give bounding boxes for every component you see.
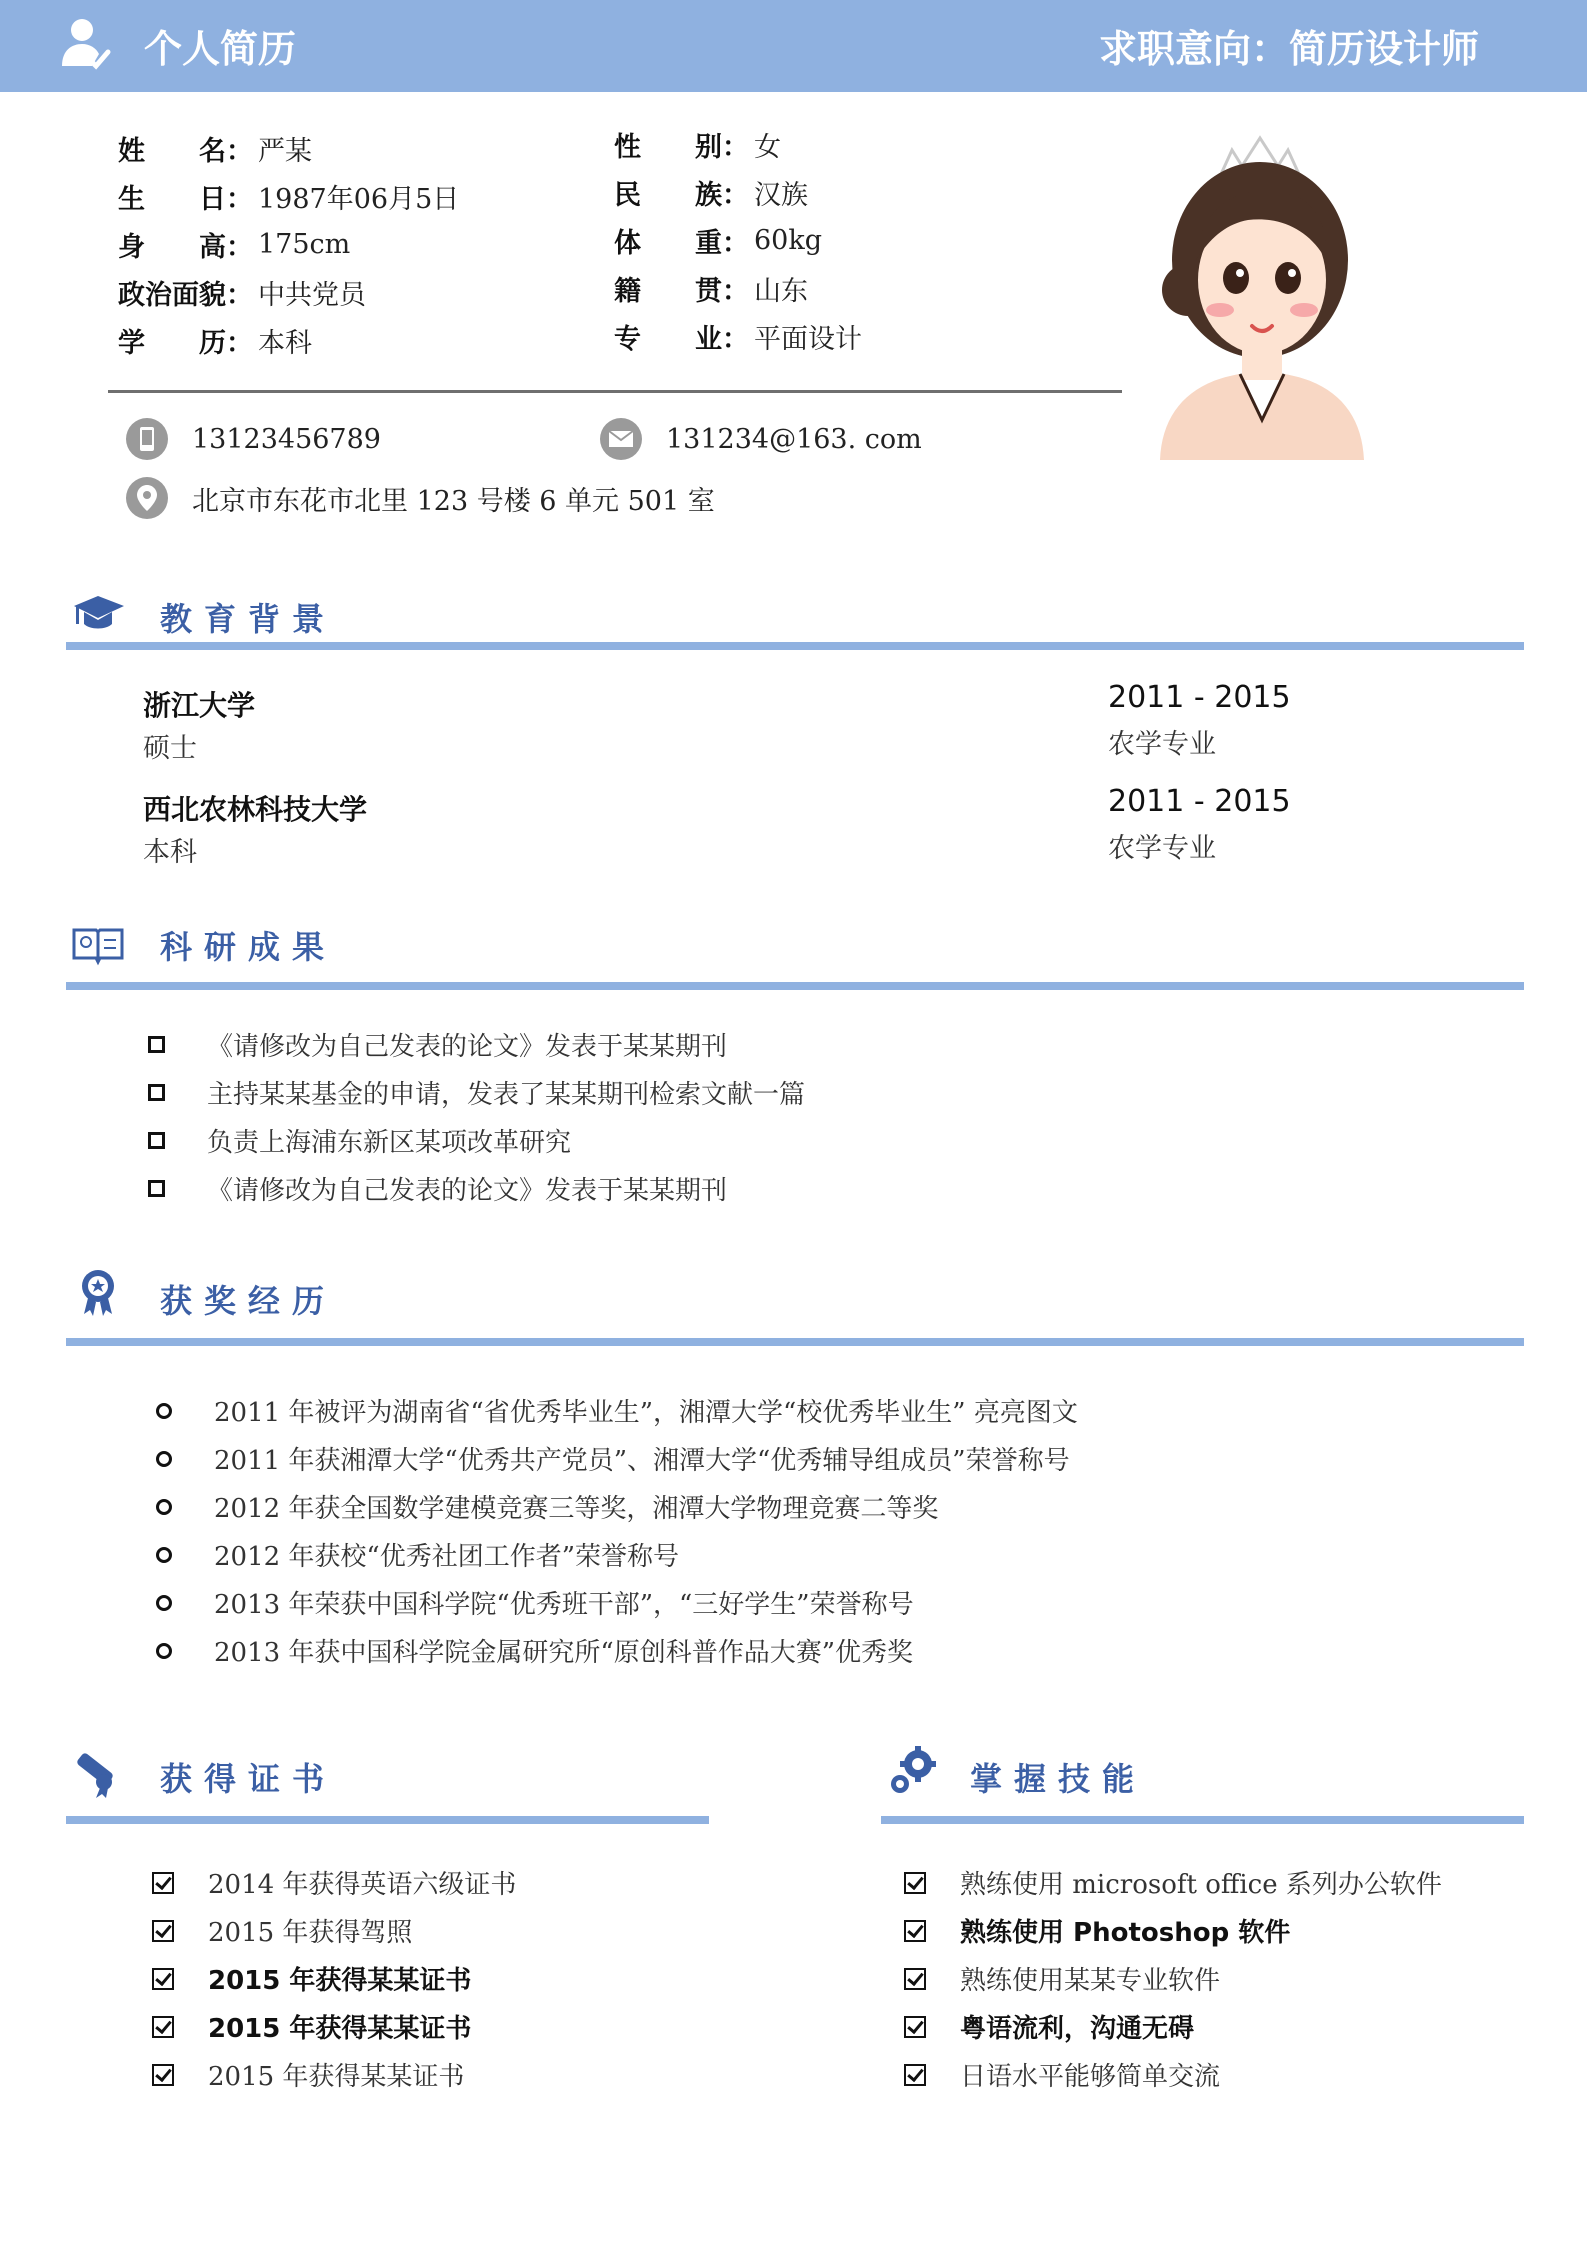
major: 农学专业 <box>1108 833 1216 864</box>
square-bullet-icon <box>148 1036 165 1053</box>
info-row <box>614 222 822 258</box>
list-item-text: 《请修改为自己发表的论文》发表于某某期刊 <box>207 1176 728 1206</box>
info-row <box>118 274 366 310</box>
list-item <box>156 1392 1078 1429</box>
list-item <box>152 2056 464 2093</box>
section-title-certificates: 获得证书 <box>160 1760 337 1798</box>
info-row <box>614 318 862 354</box>
section-title-research: 科研成果 <box>160 928 337 966</box>
diploma-icon <box>70 1748 126 1800</box>
list-item-text: 2013 年获中国科学院金属研究所“原创科普作品大赛”优秀奖 <box>214 1638 914 1668</box>
school-name: 浙江大学 <box>143 689 256 722</box>
info-value: 女 <box>754 131 781 163</box>
list-item <box>152 1960 471 1997</box>
info-label: 籍 贯： <box>614 275 749 307</box>
square-bullet-icon <box>148 1132 165 1149</box>
square-bullet-icon <box>148 1084 165 1101</box>
major: 农学专业 <box>1108 729 1216 760</box>
list-item <box>904 1960 1220 1997</box>
list-item-text: 主持某某基金的申请，发表了某某期刊检索文献一篇 <box>207 1080 806 1110</box>
list-item-text: 2011 年被评为湖南省“省优秀毕业生”，湘潭大学“校优秀毕业生” 亮亮图文 <box>214 1398 1078 1428</box>
info-row <box>614 270 808 306</box>
checkbox-icon <box>152 1968 174 1990</box>
avatar <box>1140 120 1380 460</box>
list-item <box>904 1912 1290 1949</box>
section-bar <box>66 642 1524 650</box>
info-divider <box>108 390 1122 393</box>
list-item <box>148 1026 727 1063</box>
section-title-skills: 掌握技能 <box>970 1760 1147 1798</box>
info-label: 学 历： <box>118 327 253 359</box>
school-name: 西北农林科技大学 <box>143 793 368 826</box>
info-value: 汉族 <box>754 179 808 211</box>
contact-address <box>126 477 715 519</box>
list-item-text: 熟练使用 microsoft office 系列办公软件 <box>960 1870 1442 1900</box>
info-value: 175cm <box>258 228 351 260</box>
book-icon <box>70 918 126 970</box>
info-row <box>614 174 808 210</box>
checkbox-icon <box>904 1968 926 1990</box>
info-row <box>118 130 312 166</box>
list-item-text: 2011 年获湘潭大学“优秀共产党员”、湘潭大学“优秀辅导组成员”荣誉称号 <box>214 1446 1070 1476</box>
info-value: 60kg <box>754 224 823 256</box>
info-row <box>118 226 350 262</box>
section-bar <box>66 1338 1524 1346</box>
info-value: 中共党员 <box>258 279 366 311</box>
email-address: 131234@163. com <box>666 423 922 455</box>
graduation-cap-icon <box>70 590 126 642</box>
checkbox-icon <box>152 1872 174 1894</box>
list-item-text: 熟练使用某某专业软件 <box>960 1966 1221 1996</box>
job-intent: 求职意向：简历设计师 <box>1098 27 1479 71</box>
list-item <box>156 1584 914 1621</box>
info-row <box>118 178 459 214</box>
list-item <box>152 1864 516 1901</box>
info-value: 山东 <box>754 275 808 307</box>
header-bar <box>0 0 1587 92</box>
list-item <box>152 1912 412 1949</box>
gears-icon <box>886 1746 942 1798</box>
info-label: 民 族： <box>614 179 749 211</box>
section-title-education: 教育背景 <box>160 600 337 638</box>
checkbox-icon <box>904 2064 926 2086</box>
list-item <box>156 1536 679 1573</box>
info-label: 政治面貌： <box>118 279 253 311</box>
list-item-text: 2013 年荣获中国科学院“优秀班干部”，“三好学生”荣誉称号 <box>214 1590 914 1620</box>
checkbox-icon <box>152 2064 174 2086</box>
info-value: 1987年06月5日 <box>258 183 460 215</box>
page-title: 个人简历 <box>144 27 297 71</box>
circle-bullet-icon <box>156 1595 172 1611</box>
list-item-text: 2014 年获得英语六级证书 <box>208 1870 517 1900</box>
mail-icon <box>600 418 642 460</box>
checkbox-icon <box>904 1920 926 1942</box>
checkbox-icon <box>152 2016 174 2038</box>
list-item-text: 2015 年获得某某证书 <box>208 2062 465 2092</box>
info-label: 性 别： <box>614 131 749 163</box>
list-item <box>156 1632 913 1669</box>
study-years: 2011 - 2015 <box>1108 680 1291 715</box>
circle-bullet-icon <box>156 1547 172 1563</box>
circle-bullet-icon <box>156 1499 172 1515</box>
square-bullet-icon <box>148 1180 165 1197</box>
info-value: 本科 <box>258 327 312 359</box>
phone-number: 13123456789 <box>192 423 381 455</box>
info-row <box>614 126 781 162</box>
contact-email <box>600 418 922 460</box>
checkbox-icon <box>152 1920 174 1942</box>
checkbox-icon <box>904 2016 926 2038</box>
info-label: 生 日： <box>118 183 253 215</box>
contact-phone <box>126 418 381 460</box>
location-pin-icon <box>126 477 168 519</box>
list-item <box>904 2008 1194 2045</box>
list-item <box>152 2008 471 2045</box>
phone-icon <box>126 418 168 460</box>
award-ribbon-icon <box>74 1268 130 1320</box>
list-item-text: 粤语流利，沟通无碍 <box>960 2014 1195 2044</box>
degree: 硕士 <box>143 733 197 764</box>
info-label: 身 高： <box>118 231 253 263</box>
address: 北京市东花市北里 123 号楼 6 单元 501 室 <box>192 485 715 517</box>
section-bar <box>66 982 1524 990</box>
info-row <box>118 322 312 358</box>
list-item-text: 2015 年获得某某证书 <box>208 1966 472 1996</box>
info-label: 姓 名： <box>118 135 253 167</box>
list-item-text: 2012 年获校“优秀社团工作者”荣誉称号 <box>214 1542 680 1572</box>
circle-bullet-icon <box>156 1451 172 1467</box>
section-title-awards: 获奖经历 <box>160 1282 337 1320</box>
section-bar <box>66 1816 709 1824</box>
circle-bullet-icon <box>156 1403 172 1419</box>
list-item <box>148 1122 571 1159</box>
list-item <box>904 1864 1442 1901</box>
list-item <box>148 1170 727 1207</box>
info-value: 平面设计 <box>754 323 862 355</box>
study-years: 2011 - 2015 <box>1108 784 1291 819</box>
section-bar <box>881 1816 1524 1824</box>
list-item-text: 2012 年获全国数学建模竞赛三等奖，湘潭大学物理竞赛二等奖 <box>214 1494 939 1524</box>
degree: 本科 <box>143 837 197 868</box>
list-item-text: 熟练使用 Photoshop 软件 <box>960 1918 1291 1948</box>
list-item <box>156 1440 1070 1477</box>
info-value: 严某 <box>258 135 312 167</box>
info-label: 体 重： <box>614 227 749 259</box>
list-item-text: 《请修改为自己发表的论文》发表于某某期刊 <box>207 1032 728 1062</box>
list-item <box>904 2056 1220 2093</box>
checkbox-icon <box>904 1872 926 1894</box>
list-item <box>156 1488 938 1525</box>
user-icon <box>56 16 112 72</box>
list-item-text: 2015 年获得某某证书 <box>208 2014 472 2044</box>
circle-bullet-icon <box>156 1643 172 1659</box>
list-item-text: 负责上海浦东新区某项改革研究 <box>207 1128 572 1158</box>
list-item <box>148 1074 805 1111</box>
info-label: 专 业： <box>614 323 749 355</box>
list-item-text: 2015 年获得驾照 <box>208 1918 413 1948</box>
list-item-text: 日语水平能够简单交流 <box>960 2062 1221 2092</box>
